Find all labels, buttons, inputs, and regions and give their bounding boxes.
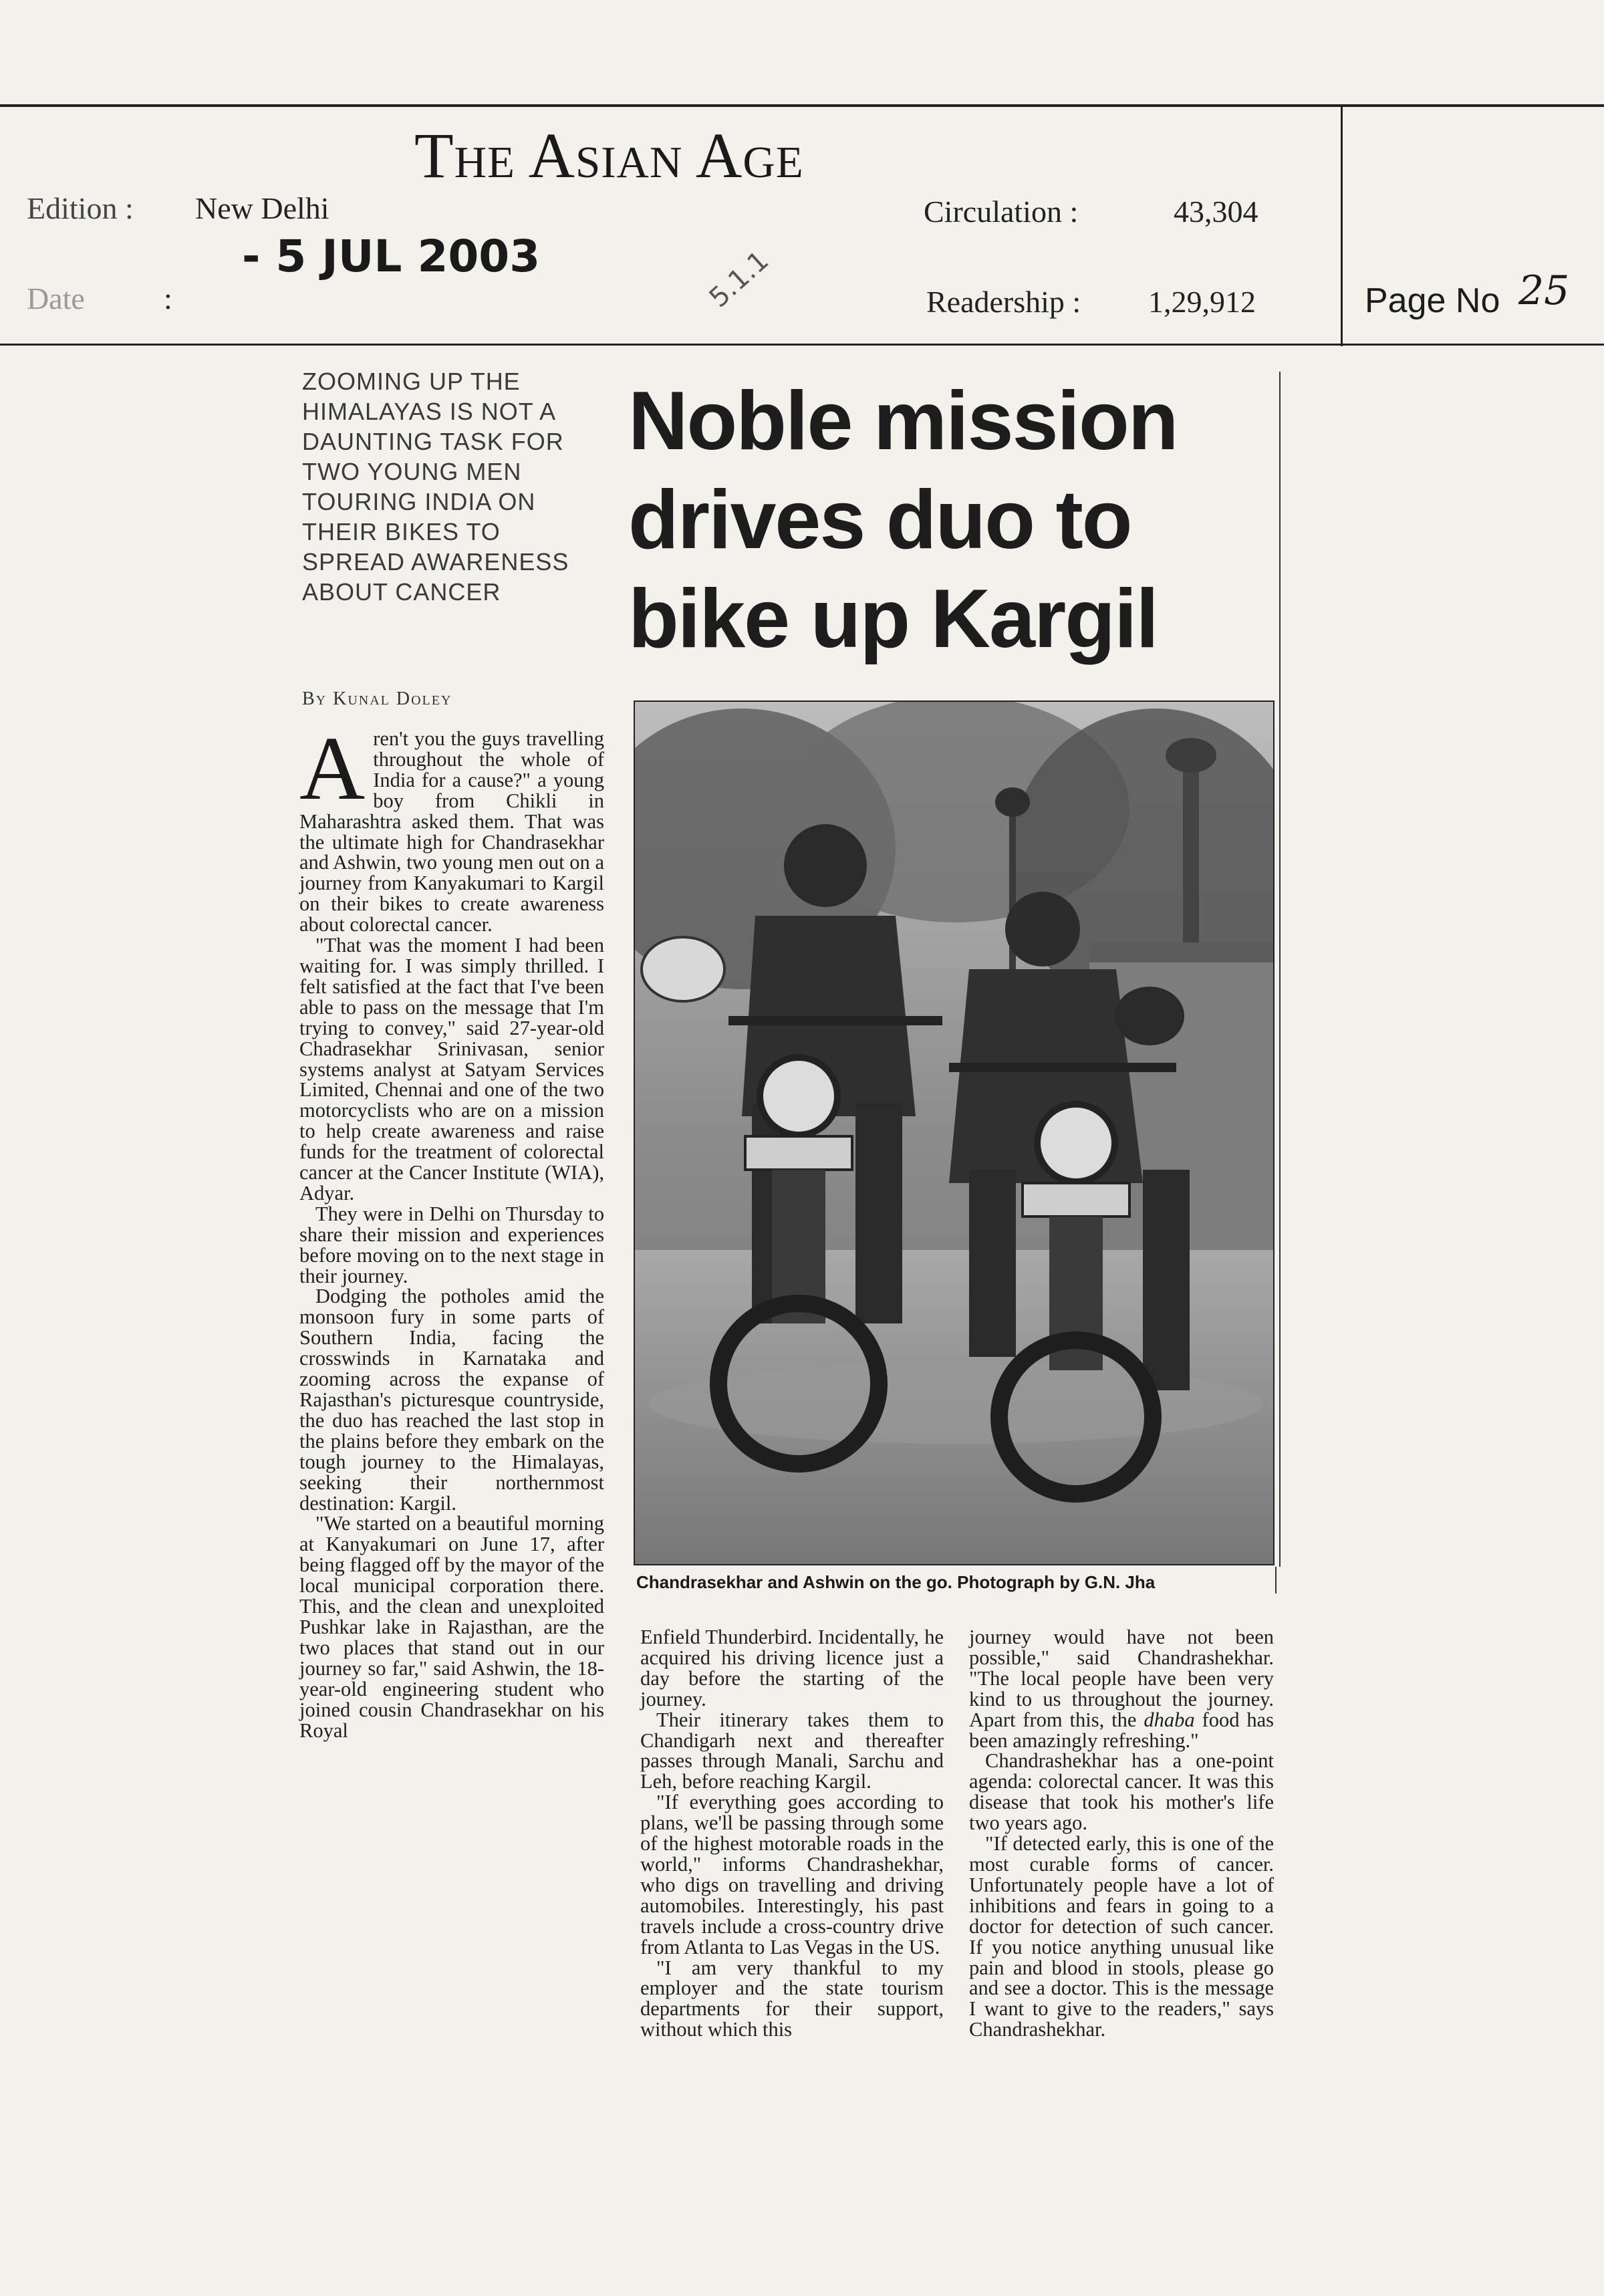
column-3-paragraph-3: "If detected early, this is one of the most curable forms of cancer. Unfortunately people have a lot of inhibitions and fears in going to a doctor for detection of such cancer. If you notice anything unusual like pain and blood in stools, please go and see a doctor. This is the message I want to give to the readers," says Chandrashekhar. [969,1832,1274,2041]
column-2-paragraph-4: "I am very thankful to my employer and the state tourism departments for their support, without which this [640,1956,944,2041]
column-2-paragraph-3: "If everything goes according to plans, we'll be passing through some of the highest motorable roads in the world," informs Chandrashekhar, who digs on travelling and driving automobiles. Interestingly, his past travels include a cross-country drive from Atlanta to Las Vegas in the US. [640,1791,944,1958]
circulation-value: 43,304 [1174,195,1258,229]
column-2-paragraph-2: Their itinerary takes them to Chandigarh next and thereafter passes through Manali, Sarchu and Leh, before reaching Kargil. [640,1708,944,1793]
photo-caption: Chandrasekhar and Ashwin on the go. Photograph by G.N. Jha [636,1572,1156,1592]
readership-label: Readership : [926,285,1081,319]
dhaba-emphasis: dhaba [1144,1708,1195,1731]
handwritten-mark: 5.1.1 [703,245,775,314]
edition-label: Edition : [27,191,134,225]
header-bottom-rule [0,344,1604,346]
column-1-paragraph-3: They were in Delhi on Thursday to share their mission and experiences before moving on to the next stage in their journey. [299,1202,604,1287]
header-divider-rule [1341,104,1343,346]
article-photo [634,700,1275,1565]
headline-line-3: bike up Kargil [628,573,1158,665]
article-column-2 [640,1627,944,2040]
header-top-rule [0,104,1604,107]
edition-value: New Delhi [195,191,329,225]
readership-value: 1,29,912 [1148,285,1256,319]
circulation-label: Circulation : [924,195,1079,229]
column-2-paragraph-1: Enfield Thunderbird. Incidentally, he acquired his driving licence just a day before the starting of the journey. [640,1626,944,1710]
caption-column-rule [1275,1567,1277,1593]
date-label: Date [27,281,85,315]
page-number-value: 25 [1518,267,1570,314]
masthead: The Asian Age [414,120,804,191]
byline: By Kunal Doley [302,688,452,709]
column-3-paragraph-1: journey would have not been possible," said Chandrashekhar. "The local people have been very kind to us throughout the journey. Apart from this, the dhaba food has been amazingly refreshing." [969,1626,1275,1752]
page-number-label: Page No [1365,281,1500,320]
column-1-paragraph-1: Aren't you the guys travelling throughout the whole of India for a cause?" a young boy from Chikli in Maharashtra asked them. That was the ultimate high for Chandrasekhar and Ashwin, two young men out on a journey from Kanyakumari to Kargil on their bikes to create awareness about colorectal cancer. [299,719,604,936]
column-3-paragraph-2: Chandrashekhar has a one-point agenda: colorectal cancer. It was this disease that took his mother's life two years ago. [969,1749,1274,1835]
date-stamp: - 5 JUL 2003 [242,231,541,282]
article-deck: ZOOMING UP THE HIMALAYAS IS NOT A DAUNTING TASK FOR TWO YOUNG MEN TOURING INDIA ON THEIR BIKES TO SPREAD AWARENESS ABOUT CANCER [302,368,569,606]
right-column-rule [1279,372,1281,1567]
column-1-paragraph-2: "That was the moment I had been waiting for. I was simply thrilled. I felt satisfied at the fact that I've been able to pass on the message that I'm trying to convey," said 27-year-old Chadrasekhar Srinivasan, senior systems analyst at Satyam Services Limited, Chennai and one of the two motorcyclists who are on a mission to help create awareness and raise funds for the treatment of colorectal cancer at the Cancer Institute (WIA), Adyar. [299,934,604,1204]
drop-cap: A [299,719,366,819]
article-headline [628,372,1256,668]
photo-illustration [635,702,1273,1564]
date-colon: : [164,281,172,315]
column-1-paragraph-5: "We started on a beautiful morning at Kanyakumari on June 17, after being flagged off by the mayor of the local municipal corporation there. This, and the clean and unexploited Pushkar lake in Rajasthan, are the two places that stand out in our journey so far," said Ashwin, the 18-year-old engineering student who joined cousin Chandrasekhar on his Royal [299,1512,604,1742]
column-1-paragraph-4: Dodging the potholes amid the monsoon fury in some parts of Southern India, facing the crosswinds in Karnataka and zooming across the expanse of Rajasthan's picturesque countryside, the duo has reached the last stop in the plains before they embark on the tough journey to the Himalayas, seeking their northernmost destination: Kargil. [299,1285,604,1515]
headline-line-1: Noble mission [628,375,1178,467]
article-column-3 [969,1627,1274,2040]
headline-line-2: drives duo to [628,474,1131,566]
article-column-1 [299,719,604,1742]
